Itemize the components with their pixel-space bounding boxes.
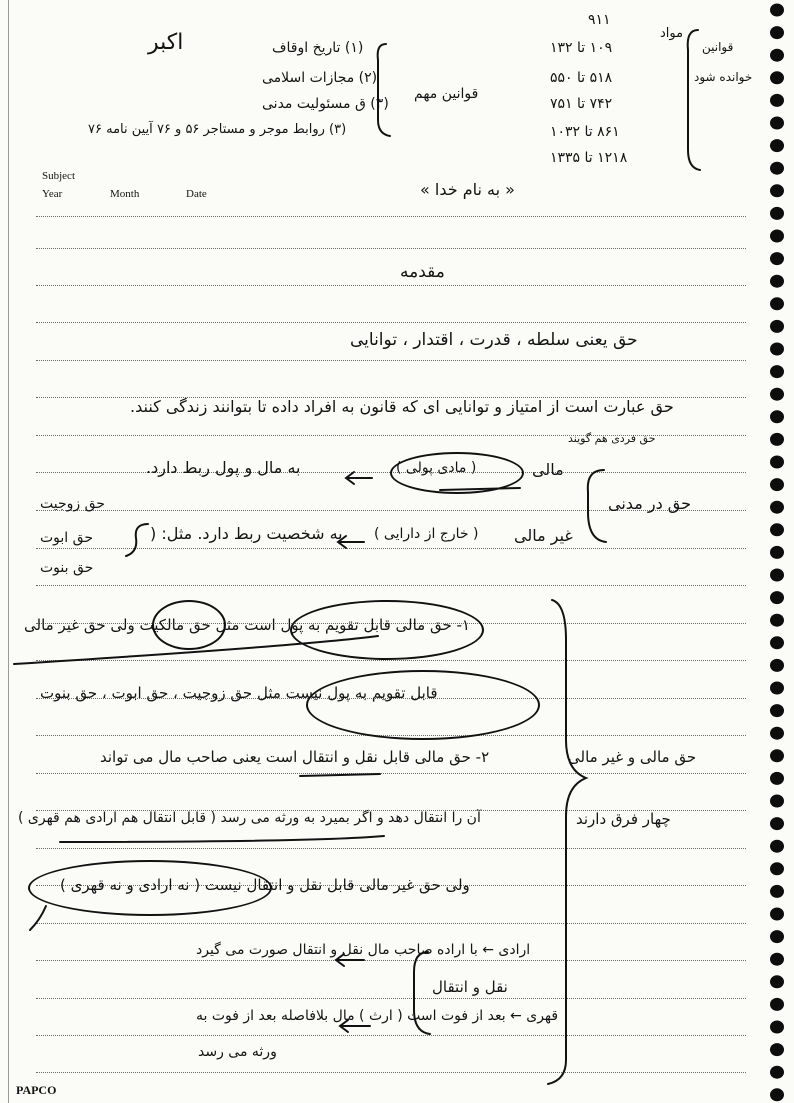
point-1a: ۱- حق مالی قابل تقویم به پول است مثل حق مالکیت ولی حق غیر مالی	[24, 616, 470, 634]
topic-2: (۲) مجازات اسلامی	[262, 70, 378, 86]
ghair-desc: به شخصیت ربط دارد. مثل: (	[150, 524, 343, 543]
eradi-line: ارادی ← با اراده صاحب مال نقل و انتقال صورت می گیرد	[196, 942, 531, 958]
page-title: « به نام خدا »	[420, 180, 515, 199]
intro-heading: مقدمه	[400, 262, 445, 282]
article-6: ۱۲۱۸ تا ۱۳۳۵	[550, 150, 628, 166]
section-right-label-1: حق مالی و غیر مالی	[568, 748, 697, 766]
ghair-mali-term: غیر مالی	[514, 526, 573, 545]
ghair-paren: ( خارج از دارایی )	[374, 526, 479, 542]
article-1: ۹۱۱	[588, 12, 611, 28]
articles-side-label-2: قوانین	[702, 40, 734, 54]
left-list-1: حق زوجیت	[40, 496, 105, 512]
definition-note: حق فردی هم گویند	[568, 432, 656, 445]
topics-side-label: قوانین مهم	[414, 86, 479, 102]
ghahri-line-2: ورثه می رسد	[198, 1044, 277, 1060]
ghahri-line: قهری ← بعد از فوت است ( ارث ) مال بلافاصله بعد از فوت به	[196, 1008, 559, 1024]
article-2: ۱۰۹ تا ۱۳۲	[550, 40, 613, 56]
topic-4: (۳) روابط موجر و مستاجر ۵۶ و ۷۶ آیین نامه ۷۶	[88, 122, 347, 137]
left-list-2: حق ابوت	[40, 530, 93, 546]
year-label: Year	[42, 188, 63, 200]
articles-side-label: خوانده شود	[694, 70, 753, 84]
section-right-label-2: چهار فرق دارند	[576, 810, 671, 828]
footer-brand: PAPCO	[16, 1083, 57, 1097]
article-4: ۷۴۲ تا ۷۵۱	[550, 96, 613, 112]
month-label: Month	[110, 188, 140, 200]
definition-line-2: حق عبارت است از امتیاز و توانایی ای که قانون به افراد داده تا بتوانند زندگی کنند.	[130, 397, 674, 416]
point-1b: قابل تقویم به پول نیست مثل حق زوجیت ، حق ابوت ، حق بنوت	[40, 684, 438, 702]
naql-label: نقل و انتقال	[432, 978, 508, 996]
articles-heading: مواد	[660, 26, 684, 41]
subject-label: Subject	[42, 170, 75, 182]
right-label-madani: حق در مدنی	[608, 494, 692, 513]
mali-desc: به مال و پول ربط دارد.	[146, 458, 301, 477]
point-2a: ۲- حق مالی قابل نقل و انتقال است یعنی صاحب مال می تواند	[100, 748, 490, 766]
point-2b: آن را انتقال دهد و اگر بمیرد به ورثه می رسد ( قابل انتقال هم ارادی هم قهری )	[18, 810, 481, 826]
topic-3: (۳) ق مسئولیت مدنی	[262, 96, 389, 112]
definition-line-1: حق یعنی سلطه ، قدرت ، اقتدار ، توانایی	[350, 330, 638, 350]
date-label: Date	[186, 188, 207, 200]
corner-note: اکبر	[148, 30, 184, 55]
topic-1: (۱) تاریخ اوقاف	[272, 40, 364, 56]
mali-paren: ( مادی پولی )	[396, 460, 477, 476]
article-3: ۵۱۸ تا ۵۵۰	[550, 70, 613, 86]
article-5: ۸۶۱ تا ۱۰۳۲	[550, 124, 620, 140]
left-list-3: حق بنوت	[40, 560, 94, 576]
mali-term: مالی	[532, 460, 564, 479]
point-2c: ولی حق غیر مالی قابل نقل و انتقال نیست ( نه ارادی و نه قهری )	[60, 876, 470, 894]
